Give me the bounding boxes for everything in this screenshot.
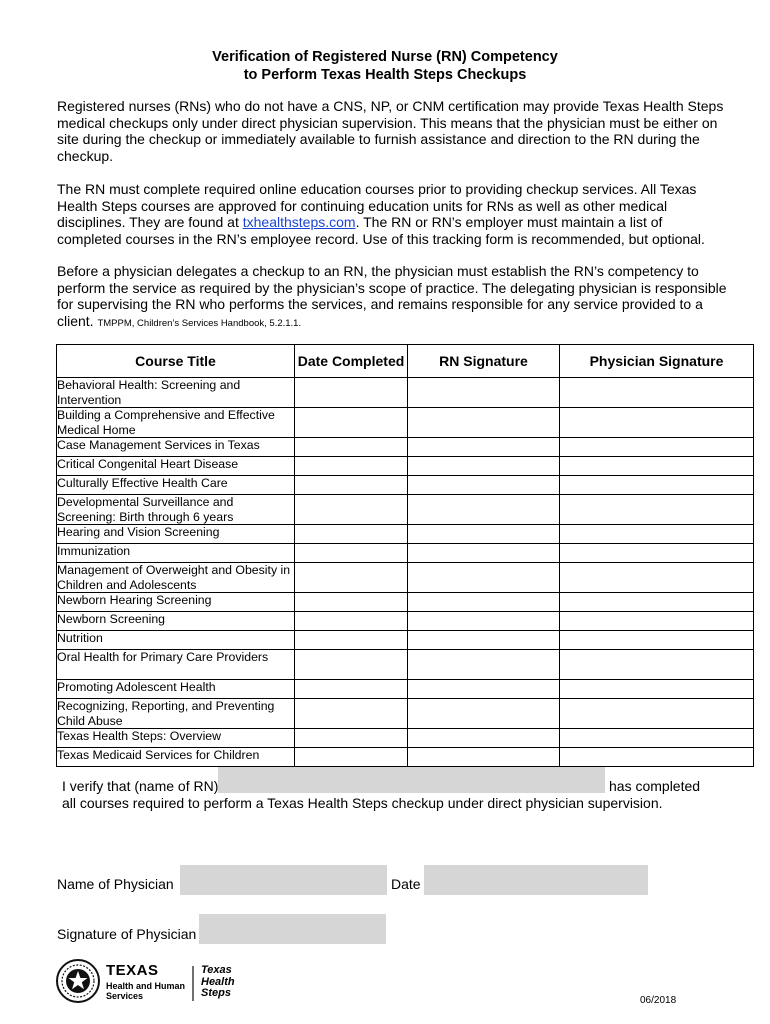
course-title-cell: Management of Overweight and Obesity in Children and Adolescents [57,563,295,593]
course-title-cell: Culturally Effective Health Care [57,476,295,495]
course-title-cell: Critical Congenital Heart Disease [57,457,295,476]
rn-signature-cell[interactable] [408,729,560,748]
verify-line-2: all courses required to perform a Texas Health Steps checkup under direct physician supervision. [62,795,663,811]
physician-signature-cell[interactable] [560,563,754,593]
rn-signature-cell[interactable] [408,563,560,593]
physician-signature-cell[interactable] [560,748,754,767]
physician-signature-cell[interactable] [560,457,754,476]
table-row [57,544,754,563]
table-row [57,438,754,457]
course-title-cell: Texas Health Steps: Overview [57,729,295,748]
date-completed-cell[interactable] [295,563,408,593]
physician-signature-cell[interactable] [560,438,754,457]
course-title-cell: Case Management Services in Texas [57,438,295,457]
p3-reference: TMPPM, Children’s Services Handbook, 5.2.1.1. [97,317,302,329]
table-row [57,525,754,544]
ths-line-2: Health [201,975,235,988]
physician-signature-cell[interactable] [560,612,754,631]
course-title-cell: Recognizing, Reporting, and Preventing Child Abuse [57,699,295,729]
p2-text-after: . The RN or RN’s employer must maintain a list of completed courses in the RN’s employee record. Use of this tracking form is recommended, but optional. [57,214,705,247]
course-title-cell: Texas Medicaid Services for Children [57,748,295,767]
rn-signature-cell[interactable] [408,457,560,476]
physician-signature-cell[interactable] [560,544,754,563]
physician-signature-cell[interactable] [560,631,754,650]
hhs-subtitle [106,981,185,1001]
course-title-cell: Developmental Surveillance and Screening: Birth through 6 years [57,495,295,525]
intro-paragraph-3 [57,263,727,332]
course-tracking-table [56,344,754,767]
rn-signature-cell[interactable] [408,378,560,408]
ths-line-3: Steps [201,987,231,999]
verify-prefix: I verify that (name of RN) [62,778,219,794]
course-title-cell: Hearing and Vision Screening [57,525,295,544]
rn-signature-cell[interactable] [408,408,560,438]
physician-signature-cell[interactable] [560,699,754,729]
title-line-1: Verification of Registered Nurse (RN) Competency [212,49,558,65]
ths-line-1: Texas [201,964,232,976]
physician-name-label: Name of Physician [57,876,174,892]
date-completed-cell[interactable] [295,612,408,631]
date-completed-cell[interactable] [295,378,408,408]
table-row [57,408,754,438]
rn-signature-cell[interactable] [408,631,560,650]
physician-signature-cell[interactable] [560,593,754,612]
table-row [57,612,754,631]
course-title-cell: Oral Health for Primary Care Providers [57,650,295,680]
course-title-cell: Immunization [57,544,295,563]
table-row [57,457,754,476]
date-label: Date [391,876,421,892]
physician-signature-cell[interactable] [560,408,754,438]
rn-signature-cell[interactable] [408,650,560,680]
intro-paragraph-2 [57,181,727,247]
course-rows [57,378,754,767]
rn-signature-cell[interactable] [408,525,560,544]
physician-signature-cell[interactable] [560,680,754,699]
table-row [57,699,754,729]
date-completed-cell[interactable] [295,438,408,457]
table-row [57,748,754,767]
date-completed-cell[interactable] [295,748,408,767]
table-row [57,378,754,408]
rn-signature-cell[interactable] [408,544,560,563]
header-date-completed: Date Completed [295,345,408,378]
course-title-cell: Behavioral Health: Screening and Intervention [57,378,295,408]
hhs-sub-line-1: Health and Human [106,981,186,991]
p3-text: Before a physician delegates a checkup to an RN, the physician must establish the RN’s competency to perform the service as required by the physician’s scope of practice. The delegating physician is responsible for supervising the RN who performs the services, and remains responsible for any service provided to a client. [57,263,727,329]
title-line-2: to Perform Texas Health Steps Checkups [243,67,527,83]
date-completed-cell[interactable] [295,525,408,544]
physician-signature-cell[interactable] [560,525,754,544]
date-completed-cell[interactable] [295,650,408,680]
p2-text-before: The RN must complete required online education courses prior to providing checkup services. All Texas Health Steps courses are approved for continuing education units for RNs as well as other medical disciplines. They are found at [57,181,697,231]
date-field[interactable] [424,865,648,895]
texas-health-steps-logo [201,965,235,1000]
hhs-sub-line-2: Services [106,991,144,1001]
physician-signature-cell[interactable] [560,495,754,525]
rn-signature-cell[interactable] [408,680,560,699]
date-completed-cell[interactable] [295,457,408,476]
course-title-cell: Promoting Adolescent Health [57,680,295,699]
physician-signature-field[interactable] [199,914,386,944]
date-completed-cell[interactable] [295,680,408,699]
course-title-cell: Building a Comprehensive and Effective Medical Home [57,408,295,438]
course-title-cell: Newborn Screening [57,612,295,631]
physician-signature-cell[interactable] [560,729,754,748]
date-completed-cell[interactable] [295,593,408,612]
table-row [57,476,754,495]
rn-signature-cell[interactable] [408,495,560,525]
intro-paragraph-1: Registered nurses (RNs) who do not have a CNS, NP, or CNM certification may provide Texas Health Steps medical checkups only under direct physician supervision. This means that the physician must be either on site during the checkup or immediately available to furnish assistance and direction to the RN during the checkup. [57,98,724,164]
table-row [57,563,754,593]
date-completed-cell[interactable] [295,476,408,495]
physician-signature-label: Signature of Physician [57,926,197,942]
date-completed-cell[interactable] [295,408,408,438]
rn-signature-cell[interactable] [408,748,560,767]
course-title-cell: Nutrition [57,631,295,650]
table-row [57,729,754,748]
document-title [0,48,770,84]
table-row [57,650,754,680]
verify-suffix: has completed [609,778,701,794]
physician-name-field[interactable] [180,865,387,895]
hhs-name: TEXAS [106,962,159,979]
table-row [57,495,754,525]
revision-date: 06/2018 [640,995,677,1006]
table-row [57,631,754,650]
header-rn-signature: RN Signature [408,345,560,378]
header-course-title: Course Title [57,345,295,378]
course-title-cell: Newborn Hearing Screening [57,593,295,612]
footer-logos [56,957,256,1014]
physician-signature-cell[interactable] [560,378,754,408]
rn-signature-cell[interactable] [408,438,560,457]
date-completed-cell[interactable] [295,544,408,563]
txhealthsteps-link[interactable]: txhealthsteps.com [242,214,356,231]
date-completed-cell[interactable] [295,495,408,525]
physician-signature-cell[interactable] [560,476,754,495]
date-completed-cell[interactable] [295,631,408,650]
rn-signature-cell[interactable] [408,699,560,729]
rn-signature-cell[interactable] [408,612,560,631]
rn-signature-cell[interactable] [408,593,560,612]
table-row [57,593,754,612]
date-completed-cell[interactable] [295,729,408,748]
table-row [57,680,754,699]
physician-signature-cell[interactable] [560,650,754,680]
header-physician-signature: Physician Signature [560,345,754,378]
rn-signature-cell[interactable] [408,476,560,495]
date-completed-cell[interactable] [295,699,408,729]
